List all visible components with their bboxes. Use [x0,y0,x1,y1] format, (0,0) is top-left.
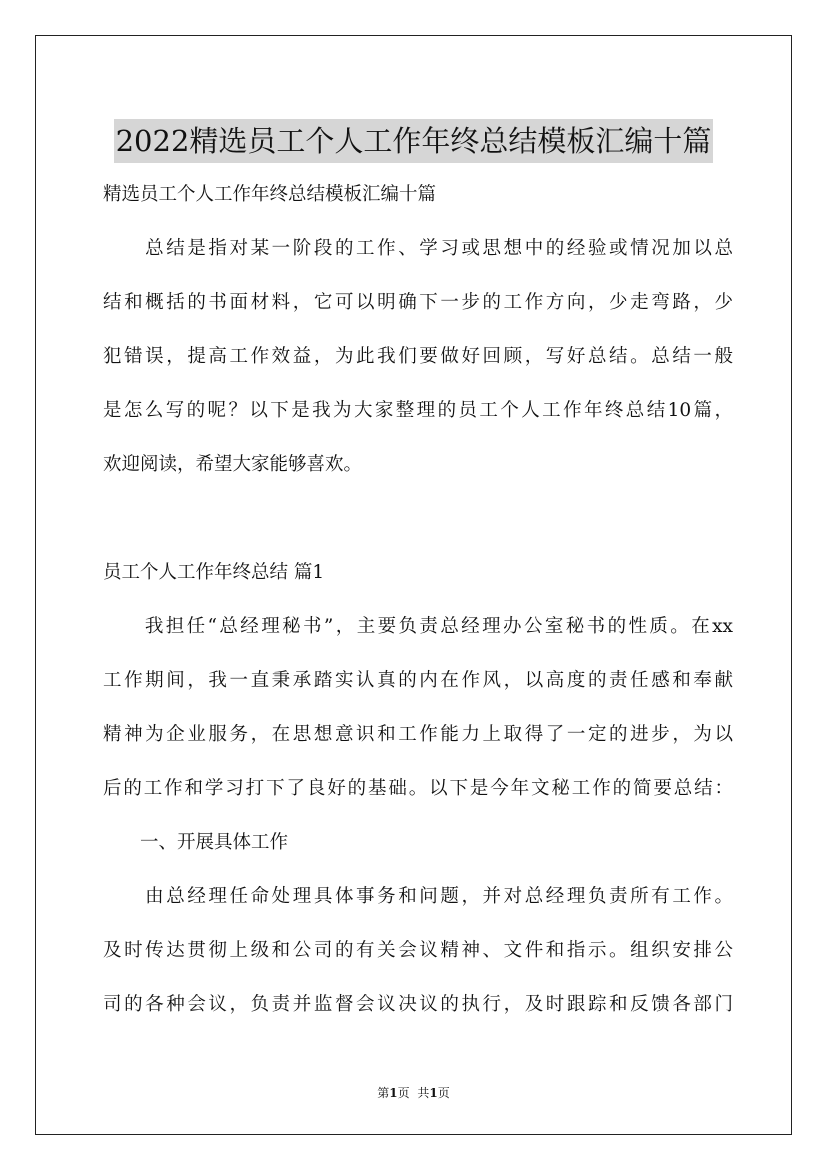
work-line-1: 由总经理任命处理具体事务和问题，并对总经理负责所有工作。 [103,886,733,907]
work-line-3: 司的各种会议，负责并监督会议决议的执行，及时跟踪和反馈各部门 [103,994,733,1015]
footer-total-prefix: 共 [417,1086,430,1100]
footer-total-suffix: 页 [437,1086,450,1100]
intro-line-4: 是怎么写的呢？以下是我为大家整理的员工个人工作年终总结10篇， [103,400,733,421]
footer-page-number: 1 [389,1086,398,1100]
section-line-1: 我担任“总经理秘书”，主要负责总经理办公室秘书的性质。在xx [103,616,733,637]
subheading: 一、开展具体工作 [103,832,289,853]
intro-line-2: 结和概括的书面材料，它可以明确下一步的工作方向，少走弯路，少 [103,292,733,313]
section-line-4: 后的工作和学习打下了良好的基础。以下是今年文秘工作的简要总结： [103,778,733,799]
footer-page-prefix: 第 [377,1086,390,1100]
document-title: 2022精选员工个人工作年终总结模板汇编十篇 [114,119,714,163]
page-footer [0,1085,827,1101]
section-line-3: 精神为企业服务，在思想意识和工作能力上取得了一定的进步，为以 [103,724,733,745]
title-container [0,100,827,183]
section-heading: 员工个人工作年终总结 篇1 [103,562,325,583]
intro-line-5: 欢迎阅读，希望大家能够喜欢。 [103,454,363,475]
work-line-2: 及时传达贯彻上级和公司的有关会议精神、文件和指示。组织安排公 [103,940,733,961]
document-subtitle: 精选员工个人工作年终总结模板汇编十篇 [103,184,437,205]
intro-line-1: 总结是指对某一阶段的工作、学习或思想中的经验或情况加以总 [103,238,733,259]
intro-line-3: 犯错误，提高工作效益，为此我们要做好回顾，写好总结。总结一般 [103,346,733,367]
footer-page-suffix: 页 [397,1086,410,1100]
footer-total-number: 1 [429,1086,438,1100]
section-line-2: 工作期间，我一直秉承踏实认真的内在作风，以高度的责任感和奉献 [103,670,733,691]
